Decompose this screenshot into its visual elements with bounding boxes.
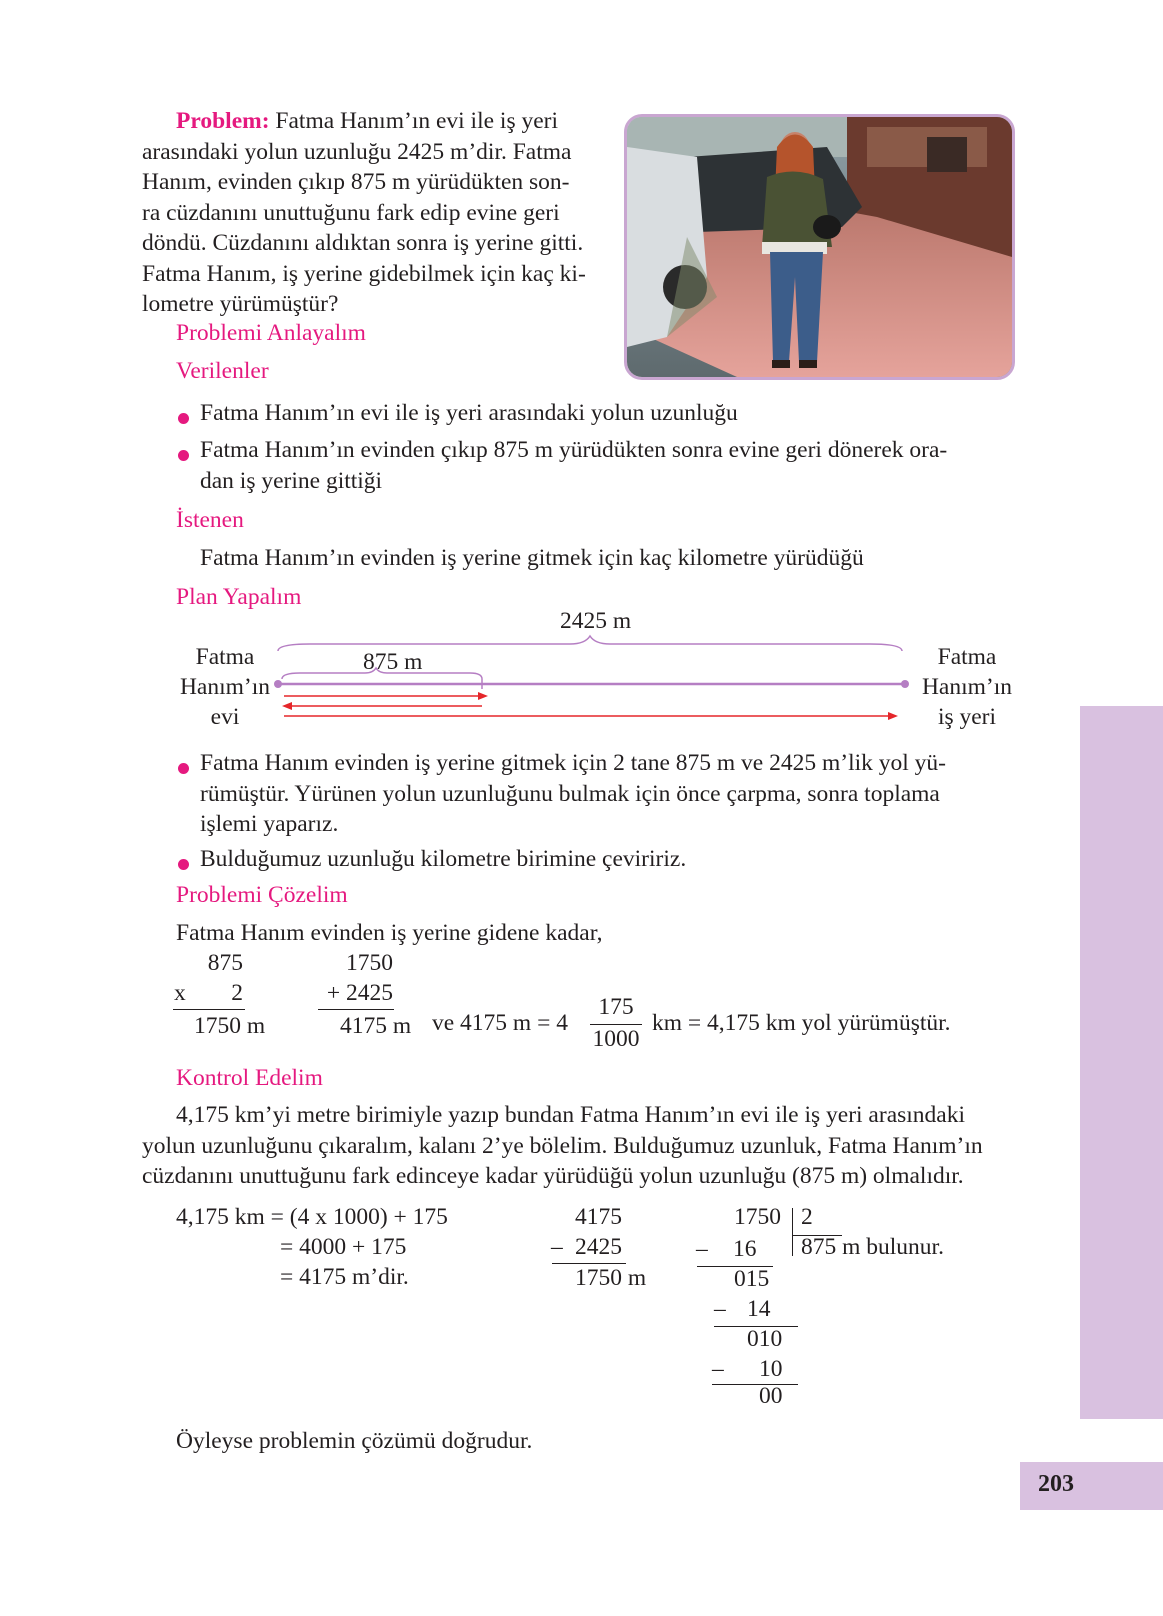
eq-line-1: 4,175 km = (4 x 1000) + 175 xyxy=(176,1204,448,1230)
mul-operand-2: 2 xyxy=(231,980,243,1006)
diagram-start-label: Fatma Hanım’ın evi xyxy=(179,644,271,730)
fraction-bar xyxy=(590,1024,642,1025)
mul-operand-1: 875 xyxy=(207,950,243,976)
forward-arrow-2 xyxy=(284,712,898,720)
div-minus-2: – xyxy=(714,1296,726,1322)
eq-line-3: = 4175 m’dir. xyxy=(280,1264,409,1290)
div-step-5: 10 xyxy=(759,1356,783,1382)
div-line-3 xyxy=(712,1384,798,1385)
sub-line xyxy=(552,1263,626,1264)
div-step-3: 14 xyxy=(747,1296,771,1322)
fraction-numerator: 175 xyxy=(598,994,634,1020)
distance-diagram xyxy=(270,630,920,730)
diagram-partial-label: 875 m xyxy=(363,649,423,675)
istenen-text: Fatma Hanım’ın evinden iş yerine gitmek için kaç kilometre yürüdüğü xyxy=(200,545,864,571)
problem-photo xyxy=(624,114,1015,380)
div-step-6: 00 xyxy=(759,1383,783,1409)
heading-istenen: İstenen xyxy=(176,507,244,533)
diagram-total-label: 2425 m xyxy=(560,608,632,634)
diagram-end-label: Fatma Hanım’ın iş yeri xyxy=(921,644,1013,730)
bullet-dot xyxy=(178,859,189,870)
sub-operand-2: 2425 xyxy=(575,1234,622,1260)
work-dot xyxy=(901,680,909,688)
back-arrow xyxy=(282,702,482,710)
plan-bullet-1: Fatma Hanım evinden iş yerine gitmek için 2 tane 875 m ve 2425 m’lik yol yü- rümüştür. Yürünen yolun uzunluğunu bulmak için önce çarpma, sonra toplama işlemi yaparız. xyxy=(200,750,946,837)
add-operand-1: 1750 xyxy=(346,950,393,976)
chapter-side-tab xyxy=(1080,706,1163,1419)
problem-text: Problem: Fatma Hanım’ın evi ile iş yeri arasındaki yolun uzunluğu 2425 m’dir. Fatma Hanım, evinden çıkıp 875 m yürüdükten son- ra cüzdanını unuttuğunu fark edip evine geri döndü. Cüzdanını aldıktan sonra iş yerine gitti. Fatma Hanım, iş yerine gidebilmek için kaç ki- lometre yürümüştür? xyxy=(142,108,586,317)
heading-verilenler: Verilenler xyxy=(176,358,269,384)
div-step-4: 010 xyxy=(747,1326,783,1352)
woman-walking-illustration xyxy=(627,117,1012,377)
conversion-left: ve 4175 m = 4 xyxy=(432,1010,568,1036)
bullet-dot xyxy=(178,450,189,461)
div-divisor: 2 xyxy=(801,1204,813,1230)
div-quotient: 875 m bulunur. xyxy=(801,1234,944,1260)
mul-line xyxy=(173,1009,245,1010)
bullet-dot xyxy=(178,763,189,774)
add-operand-2: + 2425 xyxy=(326,980,393,1006)
plan-bullet-2: Bulduğumuz uzunluğu kilometre birimine çeviririz. xyxy=(200,846,687,872)
total-brace xyxy=(278,636,902,651)
mul-sign: x xyxy=(174,980,186,1006)
heading-kontrol-edelim: Kontrol Edelim xyxy=(176,1065,323,1091)
conversion-right: km = 4,175 km yol yürümüştür. xyxy=(652,1010,951,1036)
forward-arrow-1 xyxy=(284,692,488,700)
mul-result: 1750 m xyxy=(194,1013,266,1039)
fraction-denominator: 1000 xyxy=(592,1026,640,1052)
problem-label: Problem: xyxy=(176,108,270,134)
eq-line-2: = 4000 + 175 xyxy=(280,1234,407,1260)
add-line xyxy=(318,1009,394,1010)
div-dividend: 1750 xyxy=(734,1204,781,1230)
div-minus-3: – xyxy=(712,1356,724,1382)
kontrol-text: 4,175 km’yi metre birimiyle yazıp bundan Fatma Hanım’ın evi ile iş yeri arasındaki yolun uzunluğunu çıkaralım, kalanı 2’ye bölelim. Bulduğumuz uzunluk, Fatma Hanım’ın cüzdanını unuttuğunu fark edinceye kadar yürüdüğü yolun uzunluğu (875 m) olmalıdır. xyxy=(142,1102,983,1189)
home-dot xyxy=(274,680,282,688)
verilen-item-1: Fatma Hanım’ın evi ile iş yeri arasındaki yolun uzunluğu xyxy=(200,400,738,426)
heading-problemi-anlayalim: Problemi Anlayalım xyxy=(176,320,366,346)
conclusion-text: Öyleyse problemin çözümü doğrudur. xyxy=(176,1428,533,1454)
verilen-item-2-line2: dan iş yerine gittiği xyxy=(200,468,383,494)
div-step-2: 015 xyxy=(734,1266,770,1292)
verilen-item-2-line1: Fatma Hanım’ın evinden çıkıp 875 m yürüdükten sonra evine geri dönerek ora- xyxy=(200,437,948,463)
div-step-1: 16 xyxy=(733,1236,757,1262)
div-minus-1: – xyxy=(696,1236,708,1262)
sub-operand-1: 4175 xyxy=(575,1204,622,1230)
add-result: 4175 m xyxy=(340,1013,412,1039)
bullet-dot xyxy=(178,413,189,424)
partial-brace xyxy=(282,668,482,679)
heading-plan-yapalim: Plan Yapalım xyxy=(176,584,302,610)
div-vertical-line xyxy=(792,1208,793,1256)
heading-problemi-cozelim: Problemi Çözelim xyxy=(176,882,348,908)
cozelim-intro: Fatma Hanım evinden iş yerine gidene kadar, xyxy=(176,920,603,946)
sub-minus: – xyxy=(551,1234,563,1260)
sub-result: 1750 m xyxy=(575,1265,647,1291)
page-number: 203 xyxy=(1038,1471,1074,1497)
